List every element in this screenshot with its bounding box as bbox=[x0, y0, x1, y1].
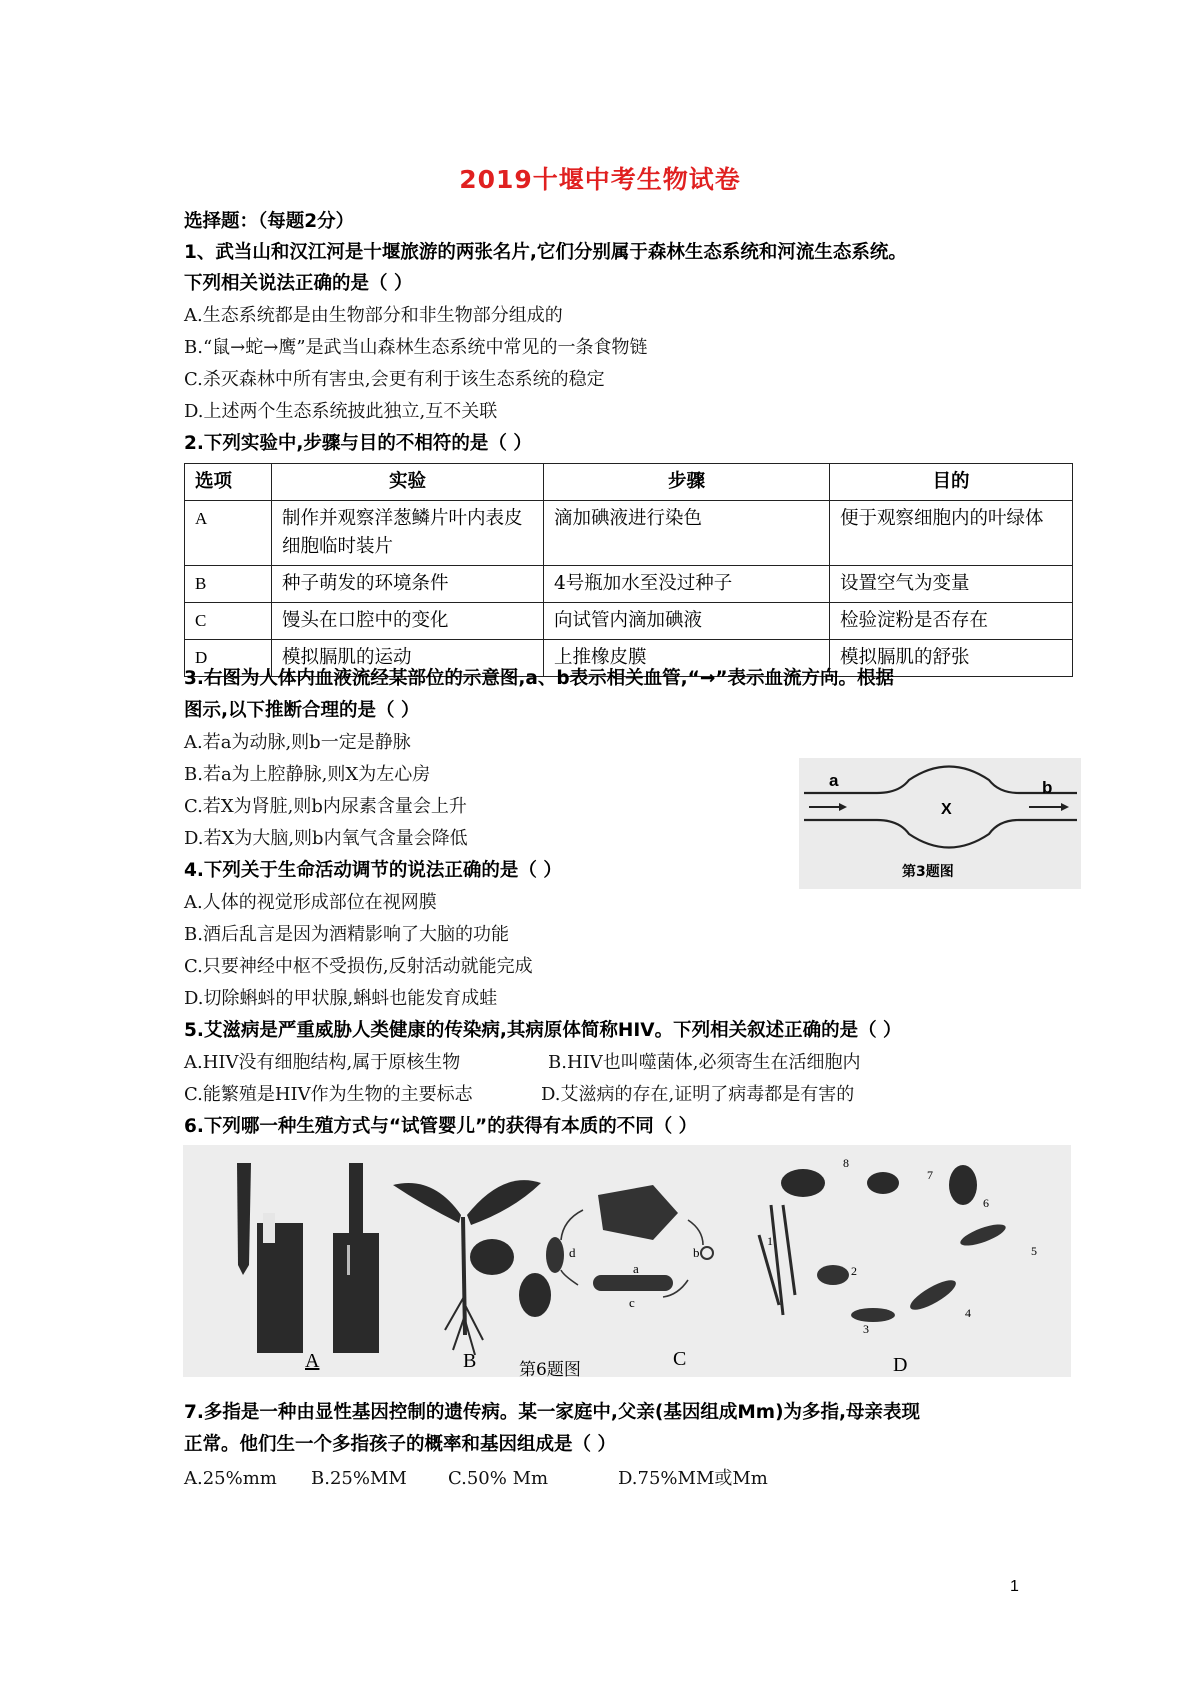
panel-label-b: B bbox=[463, 1350, 477, 1372]
cycle-label-b: b bbox=[693, 1245, 700, 1260]
q5-option-d: D.艾滋病的存在,证明了病毒都是有害的 bbox=[541, 1084, 855, 1105]
q7-option-a: A.25%mm bbox=[184, 1468, 277, 1489]
header-experiment: 实验 bbox=[272, 464, 544, 501]
q1-stem-line2: 下列相关说法正确的是（ ） bbox=[184, 273, 413, 294]
cell-experiment: 模拟膈肌的运动 bbox=[272, 640, 544, 677]
table-header-row bbox=[185, 464, 1073, 501]
q1-option-d: D.上述两个生态系统披此独立,互不关联 bbox=[184, 401, 498, 422]
figure-caption: 第3题图 bbox=[902, 864, 954, 880]
page-number: 1 bbox=[1010, 1578, 1019, 1595]
cell-experiment: 种子萌发的环境条件 bbox=[272, 566, 544, 603]
panel-label-d: D bbox=[893, 1354, 908, 1376]
stage-2: 2 bbox=[851, 1264, 857, 1278]
q3-option-c: C.若X为肾脏,则b内尿素含量会上升 bbox=[184, 796, 467, 817]
stage-1: 1 bbox=[767, 1234, 773, 1248]
cell-step: 向试管内滴加碘液 bbox=[544, 603, 830, 640]
q6-figure bbox=[183, 1145, 1071, 1377]
cell-purpose: 模拟膈肌的舒张 bbox=[830, 640, 1073, 677]
q5-option-b: B.HIV也叫噬菌体,必须寄生在活细胞内 bbox=[548, 1052, 861, 1073]
q1-option-c: C.杀灭森林中所有害虫,会更有利于该生态系统的稳定 bbox=[184, 369, 605, 390]
stage-6: 6 bbox=[983, 1196, 989, 1210]
q7-option-d: D.75%MM或Mm bbox=[618, 1468, 768, 1489]
stage-7: 7 bbox=[927, 1168, 933, 1182]
cell-option: B bbox=[185, 566, 272, 603]
panel-label-c: C bbox=[673, 1348, 687, 1370]
stage-8: 8 bbox=[843, 1156, 849, 1170]
q1-option-a: A.生态系统都是由生物部分和非生物部分组成的 bbox=[184, 305, 563, 326]
stage-5: 5 bbox=[1031, 1244, 1037, 1258]
cell-step: 上推橡皮膜 bbox=[544, 640, 830, 677]
q2-stem: 2.下列实验中,步骤与目的不相符的是（ ） bbox=[184, 433, 532, 454]
label-x: X bbox=[941, 801, 952, 818]
q5-option-c: C.能繁殖是HIV作为生物的主要标志 bbox=[184, 1084, 473, 1105]
cycle-label-d: d bbox=[569, 1245, 576, 1260]
q1-option-b: B.“鼠→蛇→鹰”是武当山森林生态系统中常见的一条食物链 bbox=[184, 337, 648, 358]
cell-option: D bbox=[185, 640, 272, 677]
q7-option-c: C.50% Mm bbox=[448, 1468, 549, 1489]
q4-option-a: A.人体的视觉形成部位在视网膜 bbox=[184, 892, 437, 913]
cell-step: 4号瓶加水至没过种子 bbox=[544, 566, 830, 603]
stage-4: 4 bbox=[965, 1306, 971, 1320]
reproduction-figure bbox=[183, 1145, 1071, 1377]
q3-figure bbox=[799, 758, 1081, 889]
q4-option-d: D.切除蝌蚪的甲状腺,蝌蚪也能发育成蛙 bbox=[184, 988, 498, 1009]
q7-option-b: B.25%MM bbox=[311, 1468, 407, 1489]
label-a: a bbox=[829, 771, 839, 790]
q6-stem: 6.下列哪一种生殖方式与“试管婴儿”的获得有本质的不同（ ） bbox=[184, 1116, 698, 1137]
q7-stem-line1: 7.多指是一种由显性基因控制的遗传病。某一家庭中,父亲(基因组成Mm)为多指,母亲表现 bbox=[184, 1402, 921, 1423]
figure-caption: 第6题图 bbox=[519, 1360, 581, 1377]
cycle-label-a: a bbox=[633, 1261, 639, 1276]
header-purpose: 目的 bbox=[830, 464, 1073, 501]
q2-table bbox=[184, 463, 1073, 677]
cell-experiment: 馒头在口腔中的变化 bbox=[272, 603, 544, 640]
cell-step: 滴加碘液进行染色 bbox=[544, 501, 830, 566]
cell-option: A bbox=[185, 501, 272, 566]
cell-purpose: 设置空气为变量 bbox=[830, 566, 1073, 603]
q3-option-b: B.若a为上腔静脉,则X为左心房 bbox=[184, 764, 431, 785]
q3-stem-line2: 图示,以下推断合理的是（ ） bbox=[184, 700, 420, 721]
header-step: 步骤 bbox=[544, 464, 830, 501]
q5-stem: 5.艾滋病是严重威胁人类健康的传染病,其病原体简称HIV。下列相关叙述正确的是（ ） bbox=[184, 1020, 902, 1041]
stage-3: 3 bbox=[863, 1322, 869, 1336]
cycle-label-c: c bbox=[629, 1295, 635, 1310]
cell-purpose: 检验淀粉是否存在 bbox=[830, 603, 1073, 640]
q4-option-b: B.酒后乱言是因为酒精影响了大脑的功能 bbox=[184, 924, 509, 945]
q3-stem-line1: 3.右图为人体内血液流经某部位的示意图,a、b表示相关血管,“→”表示血流方向。根据 bbox=[184, 668, 895, 689]
q3-option-a: A.若a为动脉,则b一定是静脉 bbox=[184, 732, 411, 753]
table-row bbox=[185, 603, 1073, 640]
header-option: 选项 bbox=[185, 464, 272, 501]
q4-option-c: C.只要神经中枢不受损伤,反射活动就能完成 bbox=[184, 956, 533, 977]
q7-stem-line2: 正常。他们生一个多指孩子的概率和基因组成是（ ） bbox=[184, 1434, 616, 1455]
q3-option-d: D.若X为大脑,则b内氧气含量会降低 bbox=[184, 828, 468, 849]
blood-flow-diagram bbox=[799, 758, 1081, 889]
label-b: b bbox=[1042, 778, 1053, 797]
q5-option-a: A.HIV没有细胞结构,属于原核生物 bbox=[184, 1052, 461, 1073]
table-row bbox=[185, 501, 1073, 566]
q4-stem: 4.下列关于生命活动调节的说法正确的是（ ） bbox=[184, 860, 562, 881]
cell-experiment: 制作并观察洋葱鳞片叶内表皮细胞临时装片 bbox=[272, 501, 544, 566]
table-row bbox=[185, 566, 1073, 603]
q1-stem-line1: 1、武当山和汉江河是十堰旅游的两张名片,它们分别属于森林生态系统和河流生态系统。 bbox=[184, 242, 907, 263]
panel-label-a: A bbox=[305, 1350, 320, 1372]
page-title: 2019十堰中考生物试卷 bbox=[459, 165, 741, 194]
section-heading: 选择题：（每题2分） bbox=[184, 211, 355, 232]
cell-option: C bbox=[185, 603, 272, 640]
cell-purpose: 便于观察细胞内的叶绿体 bbox=[830, 501, 1073, 566]
